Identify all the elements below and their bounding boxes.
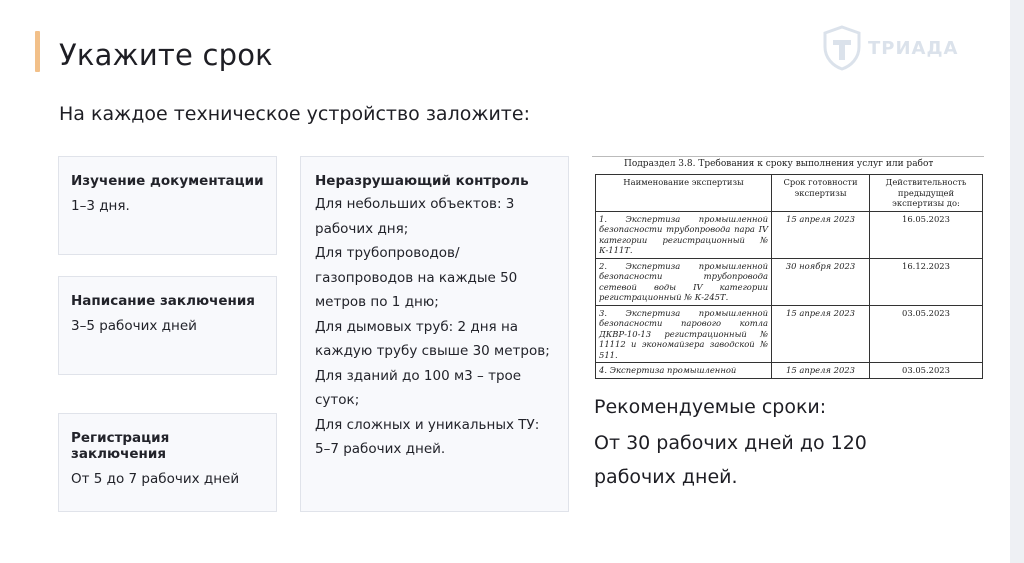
card-title: Изучение документации xyxy=(71,173,264,189)
logo-text: ТРИАДА xyxy=(868,37,959,59)
table-row xyxy=(596,363,983,379)
card-title: Неразрушающий контроль xyxy=(315,173,529,189)
table-header: Действительность предыдущей экспертизы до: xyxy=(870,175,983,212)
table-row xyxy=(596,305,983,363)
page-title: Укажите срок xyxy=(59,38,273,72)
card-title: Написание заключения xyxy=(71,293,255,309)
document-top-rule xyxy=(592,156,984,157)
table-row xyxy=(596,211,983,258)
table-cell: 03.05.2023 xyxy=(870,363,983,379)
table-header: Срок готовности экспертизы xyxy=(772,175,870,212)
card-conclusion-registration xyxy=(58,413,277,512)
document-excerpt-image xyxy=(592,156,984,375)
page-subtitle: На каждое техническое устройство заложите: xyxy=(59,103,530,125)
shield-t-icon xyxy=(822,25,862,71)
table-cell: 1. Экспертиза промышленной безопасности трубопровода пара IV категории регистрационный № К-111Т. xyxy=(596,211,772,258)
card-text: От 5 до 7 рабочих дней xyxy=(71,471,240,487)
document-caption: Подраздел 3.8. Требования к сроку выполнения услуг или работ xyxy=(624,159,934,169)
card-conclusion-writing xyxy=(58,276,277,375)
table-cell: 4. Экспертиза промышленной xyxy=(596,363,772,379)
table-cell: 16.05.2023 xyxy=(870,211,983,258)
right-edge-strip xyxy=(1010,0,1024,563)
table-header: Наименование экспертизы xyxy=(596,175,772,212)
card-text: 3–5 рабочих дней xyxy=(71,318,197,334)
table-cell: 3. Экспертиза промышленной безопасности парового котла ДКВР-10-13 регистрационный № 11112 и экономайзера заводской № 511. xyxy=(596,305,772,363)
table-cell: 15 апреля 2023 xyxy=(772,211,870,258)
company-logo xyxy=(822,25,958,71)
title-accent-bar xyxy=(35,31,40,72)
table-header-row xyxy=(596,175,983,212)
card-text: 1–3 дня. xyxy=(71,198,130,214)
table-cell: 2. Экспертиза промышленной безопасности трубопровода сетевой воды IV категории регистрационный № К-245Т. xyxy=(596,258,772,305)
card-text: Для небольших объектов: 3 рабочих дня; Для трубопроводов/газопроводов на каждые 50 метров по 1 дню; Для дымовых труб: 2 дня на каждую трубу свыше 30 метров; Для зданий до 100 м3 – трое суток; Для сложных и уникальных ТУ: 5–7 рабочих дней. xyxy=(315,196,550,457)
recommendation-value: От 30 рабочих дней до 120 рабочих дней. xyxy=(594,432,867,488)
card-documentation-study xyxy=(58,156,277,255)
card-nondestructive-testing xyxy=(300,156,569,512)
table-cell: 03.05.2023 xyxy=(870,305,983,363)
recommendation-label: Рекомендуемые сроки: xyxy=(594,396,827,418)
table-cell: 30 ноября 2023 xyxy=(772,258,870,305)
table-row xyxy=(596,258,983,305)
table-cell: 16.12.2023 xyxy=(870,258,983,305)
table-cell: 15 апреля 2023 xyxy=(772,363,870,379)
card-title: Регистрация заключения xyxy=(71,430,170,462)
table-cell: 15 апреля 2023 xyxy=(772,305,870,363)
deadline-requirements-table xyxy=(595,174,983,379)
